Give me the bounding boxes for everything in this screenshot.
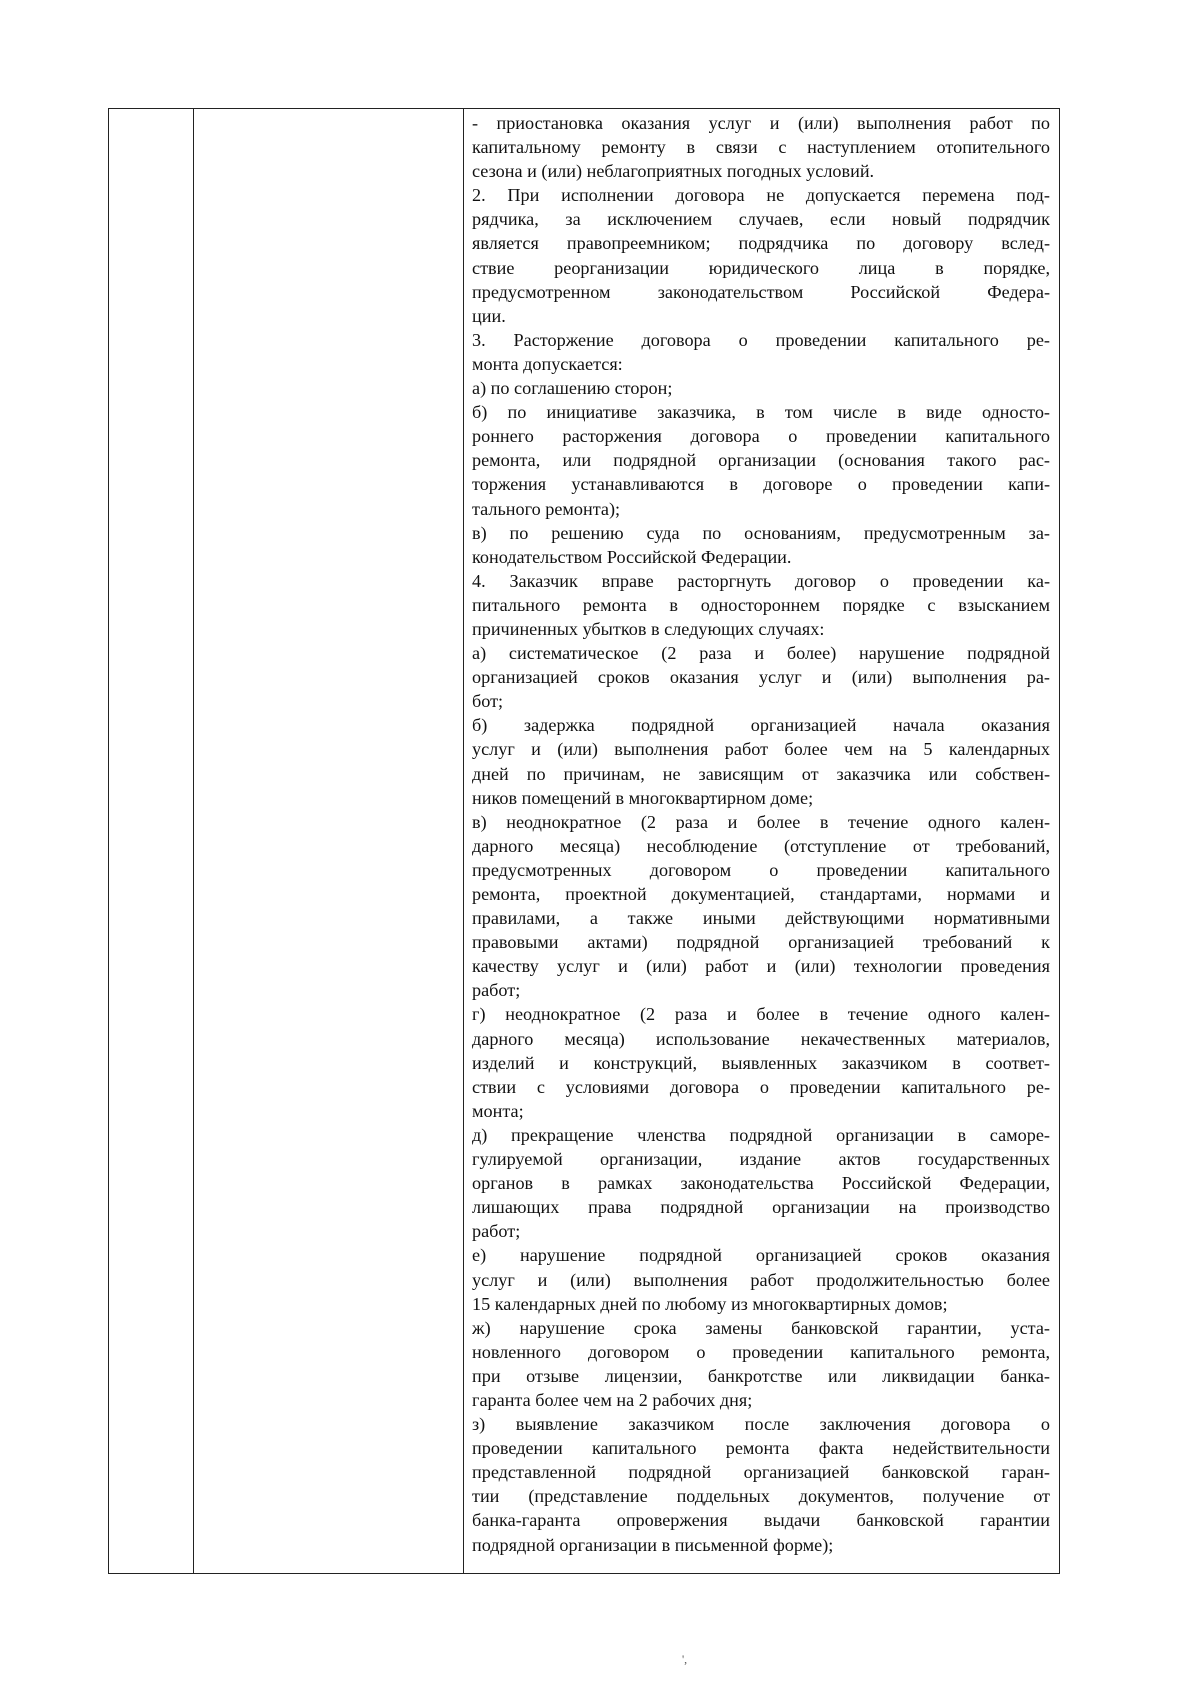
text-line: дарного месяца) использование некачественных материалов, [472,1028,1050,1049]
text-line: рядчика, за исключением случаев, если новый подрядчик [472,209,1050,230]
text-line: причиненных убытков в следующих случаях: [472,618,825,639]
text-line: монта допускается: [472,353,623,374]
text-line: работ; [472,1221,521,1242]
text-line: работ; [472,980,521,1001]
text-line: гаранта более чем на 2 рабочих дня; [472,1389,753,1410]
text-line: тального ремонта); [472,498,621,519]
text-line: гулируемой организации, издание актов государственных [472,1149,1050,1170]
text-line: ников помещений в многоквартирном доме; [472,787,814,808]
text-line: д) прекращение членства подрядной организации в саморе- [472,1124,1050,1145]
text-line: подрядной организации в письменной форме); [472,1534,834,1555]
text-line: конодательством Российской Федерации. [472,546,792,567]
text-line: органов в рамках законодательства Российской Федерации, [472,1173,1050,1194]
text-line: правилами, а также иными действующими нормативными [472,908,1050,929]
text-line: организацией сроков оказания услуг и (или) выполнения ра- [472,667,1050,688]
text-line: тии (представление поддельных документов, получение от [472,1486,1050,1507]
text-line: предусмотренных договором о проведении капитального [472,859,1050,880]
text-line: сезона и (или) неблагоприятных погодных условий. [472,161,875,182]
text-line: монта; [472,1100,524,1121]
text-line: проведении капитального ремонта факта недействительности [472,1438,1050,1459]
table-column-subject [194,109,464,1573]
text-line: е) нарушение подрядной организацией сроков оказания [472,1245,1050,1266]
text-line: ж) нарушение срока замены банковской гарантии, уста- [472,1317,1050,1338]
text-line: банка-гаранта опровержения выдачи банковской гарантии [472,1510,1050,1531]
text-line: 2. При исполнении договора не допускается перемена под- [472,185,1050,206]
text-line: г) неоднократное (2 раза и более в течение одного кален- [472,1004,1050,1025]
text-line: 15 календарных дней по любому из многоквартирных домов; [472,1293,948,1314]
text-line: лишающих права подрядной организации на производство [472,1197,1050,1218]
text-line: ремонта, или подрядной организации (основания такого рас- [472,450,1050,471]
text-line: з) выявление заказчиком после заключения договора о [472,1414,1050,1435]
text-line: а) систематическое (2 раза и более) нарушение подрядной [472,643,1050,664]
text-line: изделий и конструкций, выявленных заказчиком в соответ- [472,1052,1050,1073]
text-line: а) по соглашению сторон; [472,378,673,399]
text-line: капитальному ремонту в связи с наступлением отопительного [472,137,1050,158]
text-line: б) задержка подрядной организацией начала оказания [472,715,1050,736]
text-line: 4. Заказчик вправе расторгнуть договор о проведении ка- [472,570,1050,591]
text-line: в) неоднократное (2 раза и более в течение одного кален- [472,811,1050,832]
text-line: бот; [472,691,504,712]
text-line: б) по инициативе заказчика, в том числе в виде односто- [472,402,1050,423]
text-line: услуг и (или) выполнения работ продолжительностью более [472,1269,1050,1290]
text-line: ции. [472,305,506,326]
text-line: 3. Расторжение договора о проведении капитального ре- [472,329,1050,350]
text-line: дней по причинам, не зависящим от заказчика или собствен- [472,763,1050,784]
text-line: ствии с условиями договора о проведении капитального ре- [472,1076,1050,1097]
table-column-number [109,109,194,1573]
text-line: представленной подрядной организацией банковской гаран- [472,1462,1050,1483]
text-line: питального ремонта в одностороннем порядке с взысканием [472,594,1050,615]
text-line: - приостановка оказания услуг и (или) выполнения работ по [472,113,1050,133]
text-line: дарного месяца) несоблюдение (отступление от требований, [472,835,1050,856]
page-footer-mark: ', [682,1652,688,1666]
text-line: в) по решению суда по основаниям, предусмотренным за- [472,522,1050,543]
text-line: предусмотренном законодательством Российской Федера- [472,281,1050,302]
text-line: является правопреемником; подрядчика по договору вслед- [472,233,1050,254]
text-line: услуг и (или) выполнения работ более чем на 5 календарных [472,739,1050,760]
document-table [108,108,1060,1574]
text-line: качеству услуг и (или) работ и (или) технологии проведения [472,956,1050,977]
table-column-content [464,109,1058,1573]
text-line: ствие реорганизации юридического лица в порядке, [472,257,1050,278]
text-line: правовыми актами) подрядной организацией требований к [472,932,1050,953]
text-line: при отзыве лицензии, банкротстве или ликвидации банка- [472,1365,1050,1386]
text-line: ремонта, проектной документацией, стандартами, нормами и [472,884,1050,904]
text-line: новленного договором о проведении капитального ремонта, [472,1341,1050,1362]
text-line: торжения устанавливаются в договоре о проведении капи- [472,474,1050,495]
text-line: роннего расторжения договора о проведении капитального [472,426,1050,447]
